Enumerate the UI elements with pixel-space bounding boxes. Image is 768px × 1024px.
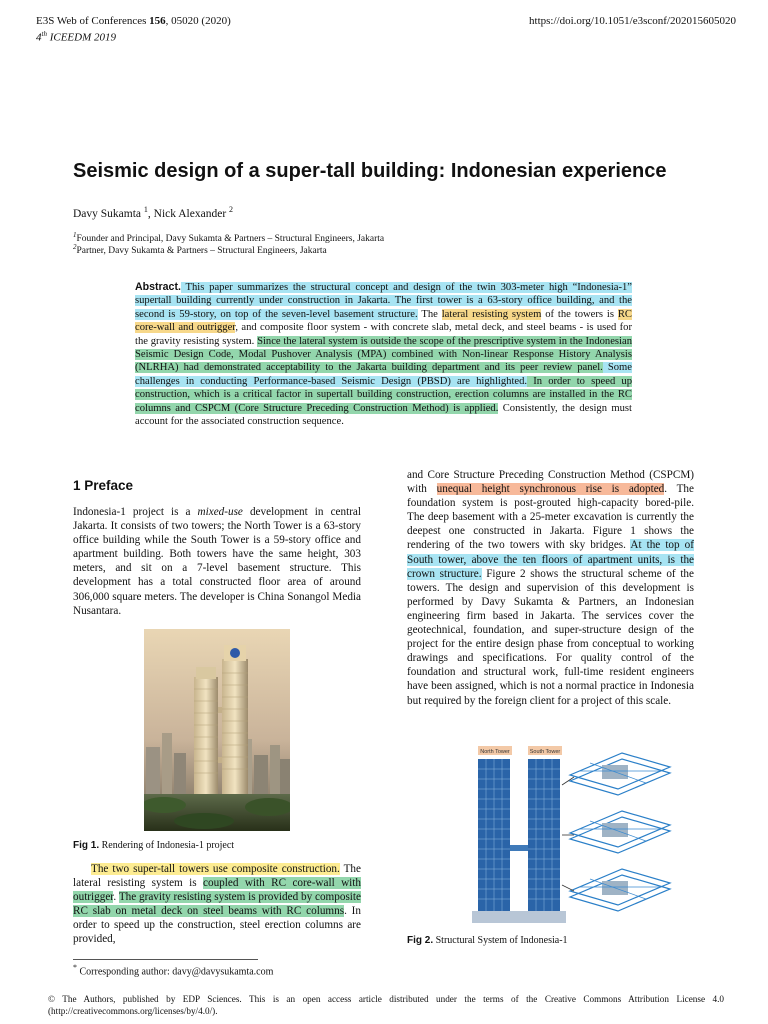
- affiliation-sup: 1: [73, 231, 77, 239]
- conference-name: ICEEDM 2019: [46, 31, 116, 44]
- license-notice: © The Authors, published by EDP Sciences. This is an open access article distributed under the terms of the Creative Commons Attribution License 4.0 (http://creativecommons.org/licenses/by/4.0/).: [48, 994, 724, 1016]
- conference-number: 4: [36, 31, 42, 44]
- paper-title: Seismic design of a super-tall building: Indonesian experience: [73, 160, 667, 182]
- body-text: development in central Jakarta. It consists of two towers; the North Tower is a 63-story office building while the South Tower is a 59-story office and apartment building. Both towers have the same height, 303 meters, and sit on a 7-level basement structure. This development has a total constructed floor area of around 306,000 square meters. The developer is China Sonangol Media Nusantara.: [73, 506, 361, 617]
- highlight-blue: This paper summarizes the structural concept and design of the twin 303-meter high “Indonesia-1” supertall building currently under construction in Jakarta. The first tower is a 63-story office building, and the second is 59-story, on top of the seven-level basement structure.: [135, 282, 632, 320]
- tower-rendering-image: [144, 629, 290, 831]
- author-2: , Nick Alexander: [147, 207, 230, 220]
- figure-label: Fig 2.: [407, 935, 434, 946]
- column-2-paragraph: [407, 468, 694, 708]
- caption-text: Rendering of Indonesia-1 project: [99, 840, 235, 851]
- abstract-text: of the towers is: [541, 308, 618, 320]
- body-text: and Core Structure Preceding Construction Method (CSPCM) with: [407, 469, 694, 496]
- highlight-orange: RC core-wall and outrigger: [135, 308, 632, 334]
- body-text: . The foundation system is post-grouted high-capacity bored-pile. The deep basement with a 25-meter excavation is currently the deepest one constructed in Jakarta. Figure 1 shows the rendering of the two towers with sky bridges.: [407, 483, 694, 552]
- author-1-sup: 1: [143, 205, 148, 214]
- author-1: Davy Sukamta: [73, 207, 144, 220]
- highlight-blue: At the top of South tower, above the ten floors of apartment units, is the crown structure.: [407, 539, 694, 580]
- abstract: [135, 281, 632, 428]
- affiliation-2: [73, 241, 327, 257]
- caption-text: Structural System of Indonesia-1: [433, 935, 568, 946]
- abstract-text: , and composite floor system - with concrete slab, metal deck, and steel beams - is used for the gravity resisting system.: [135, 322, 632, 347]
- footnote-text: Corresponding author: davy@davysukamta.com: [77, 966, 274, 978]
- highlight-blue: Some challenges in conducting Performance-based Seismic Design (PBSD) are highlighted.: [135, 362, 632, 387]
- preface-paragraph-1: [73, 505, 361, 618]
- article-number: , 05020 (2020): [165, 15, 231, 27]
- highlight-green: In order to speed up construction, which is a critical factor in supertall building construction, erection columns are installed in the RC columns and CSPCM (Core Structure Preceding Construction Method) is applied.: [135, 375, 632, 414]
- affiliation-sup: 2: [73, 243, 77, 251]
- running-header: [36, 15, 231, 28]
- conference-line: [36, 28, 116, 45]
- footnote-rule: [73, 959, 258, 960]
- preface-paragraph-2: [73, 862, 361, 947]
- conference-sup: th: [41, 30, 47, 38]
- highlight-green: coupled with RC core-wall with outrigger: [73, 877, 361, 904]
- highlight-salmon: unequal height synchronous rise is adopted: [436, 483, 665, 496]
- south-tower-label: South Tower: [529, 749, 561, 755]
- abstract-text: Consistently, the design must account for the associated construction sequence.: [135, 402, 632, 428]
- body-text: . In order to speed up the construction, steel erection columns are provided,: [73, 905, 361, 946]
- body-text: Indonesia-1 project is a: [73, 506, 198, 518]
- north-tower-label: North Tower: [480, 749, 510, 755]
- affiliation-text: Partner, Davy Sukamta & Partners – Structural Engineers, Jakarta: [76, 246, 327, 257]
- corresponding-author-footnote: [73, 963, 273, 977]
- highlight-yellow: The two super-tall towers use composite construction.: [91, 863, 340, 875]
- highlight-orange: lateral resisting system: [441, 308, 542, 320]
- journal-name: E3S Web of Conferences: [36, 15, 150, 27]
- section-heading: 1 Preface: [73, 478, 134, 493]
- figure-2-structural-system: [470, 745, 698, 925]
- figure-2-caption: [407, 935, 568, 946]
- body-text: .: [113, 891, 119, 904]
- affiliation-text: Founder and Principal, Davy Sukamta & Partners – Structural Engineers, Jakarta: [76, 234, 385, 245]
- highlight-green: The gravity resisting system is provided by composite RC slab on metal deck on steel beams with RC columns: [73, 891, 361, 918]
- structural-scheme-image: [470, 745, 698, 925]
- highlight-green: Since the lateral system is outside the scope of the prescriptive system in the Indonesian Seismic Design Code, Modal Pushover Analysis (MPA) combined with Non-linear Response History Analysis (NLRHA) had demonstrated acceptability to the Jakarta building department and its peer review panel.: [135, 335, 632, 374]
- doi-link[interactable]: https://doi.org/10.1051/e3sconf/202015605020: [529, 15, 736, 27]
- emphasis: mixed-use: [197, 506, 243, 518]
- abstract-label: Abstract.: [135, 281, 181, 293]
- figure-1-caption: [73, 840, 234, 851]
- author-list: [73, 205, 233, 220]
- abstract-text: The: [417, 308, 442, 320]
- author-2-sup: 2: [229, 205, 234, 214]
- body-text: Figure 2 shows the structural scheme of the towers. The design and supervision of this development is performed by Davy Sukamta & Partners, an Indonesian engineering firm based in Jakarta. The services cover the geotechnical, foundation, and super-structure design of the project for the entire design phase from conceptual to working drawings and specifications. For quality control of the foundation and structural work, full-time resident engineers have been assigned, which is not a normal practice in Indonesia but required by the foreign client for a project of this scale.: [407, 567, 694, 707]
- body-text: The lateral resisting system is: [73, 863, 361, 890]
- figure-label: Fig 1.: [73, 840, 100, 851]
- journal-volume: 156: [149, 15, 166, 27]
- figure-1-rendering: [144, 629, 290, 831]
- footnote-marker: *: [73, 963, 77, 972]
